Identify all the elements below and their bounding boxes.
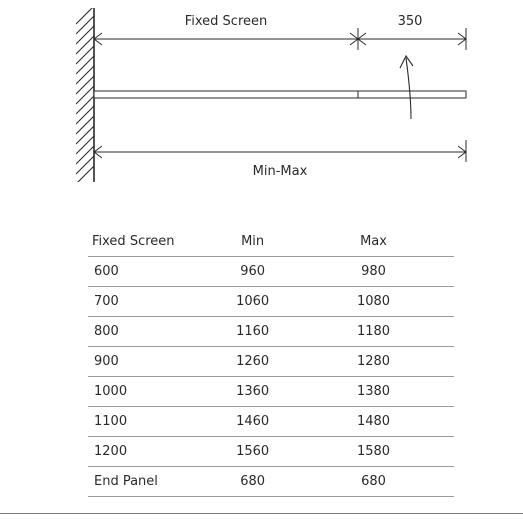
cell-max: 1580 (293, 437, 454, 467)
cell-fixed-screen: 800 (88, 317, 212, 347)
table-row (88, 347, 454, 377)
header-fixed-screen: Fixed Screen (88, 226, 212, 257)
cell-min: 680 (212, 467, 293, 497)
table-row (88, 377, 454, 407)
cell-min: 1460 (212, 407, 293, 437)
fixed-screen-label: Fixed Screen (184, 14, 268, 29)
table-row (88, 287, 454, 317)
extension-dimension-line (358, 28, 466, 50)
cell-fixed-screen: 600 (88, 257, 212, 287)
hinged-panel (358, 91, 466, 98)
cell-min: 1560 (212, 437, 293, 467)
cell-max: 980 (293, 257, 454, 287)
cell-min: 1260 (212, 347, 293, 377)
table-row (88, 437, 454, 467)
cell-max: 1480 (293, 407, 454, 437)
cell-fixed-screen: 1200 (88, 437, 212, 467)
table-row (88, 317, 454, 347)
cell-max: 680 (293, 467, 454, 497)
min-max-label: Min-Max (252, 164, 308, 179)
cell-min: 1360 (212, 377, 293, 407)
header-min: Min (212, 226, 293, 257)
page-bottom-rule (0, 513, 523, 514)
wall-hatching (76, 6, 94, 184)
cell-fixed-screen: 1100 (88, 407, 212, 437)
table-row (88, 407, 454, 437)
table-row (88, 257, 454, 287)
swing-arrow-icon (400, 56, 413, 119)
cell-max: 1380 (293, 377, 454, 407)
table-row (88, 467, 454, 497)
fixed-screen-panel (94, 91, 358, 98)
cell-fixed-screen: End Panel (88, 467, 212, 497)
cell-fixed-screen: 700 (88, 287, 212, 317)
fixed-screen-dimension-line (94, 33, 358, 45)
cell-min: 960 (212, 257, 293, 287)
cell-min: 1160 (212, 317, 293, 347)
screen-dimension-diagram (0, 0, 523, 200)
min-max-dimension-line (94, 140, 466, 162)
cell-max: 1180 (293, 317, 454, 347)
header-max: Max (293, 226, 454, 257)
cell-fixed-screen: 1000 (88, 377, 212, 407)
extension-label: 350 (397, 14, 423, 29)
size-table (88, 226, 454, 497)
table-header-row (88, 226, 454, 257)
cell-fixed-screen: 900 (88, 347, 212, 377)
cell-max: 1280 (293, 347, 454, 377)
cell-max: 1080 (293, 287, 454, 317)
cell-min: 1060 (212, 287, 293, 317)
